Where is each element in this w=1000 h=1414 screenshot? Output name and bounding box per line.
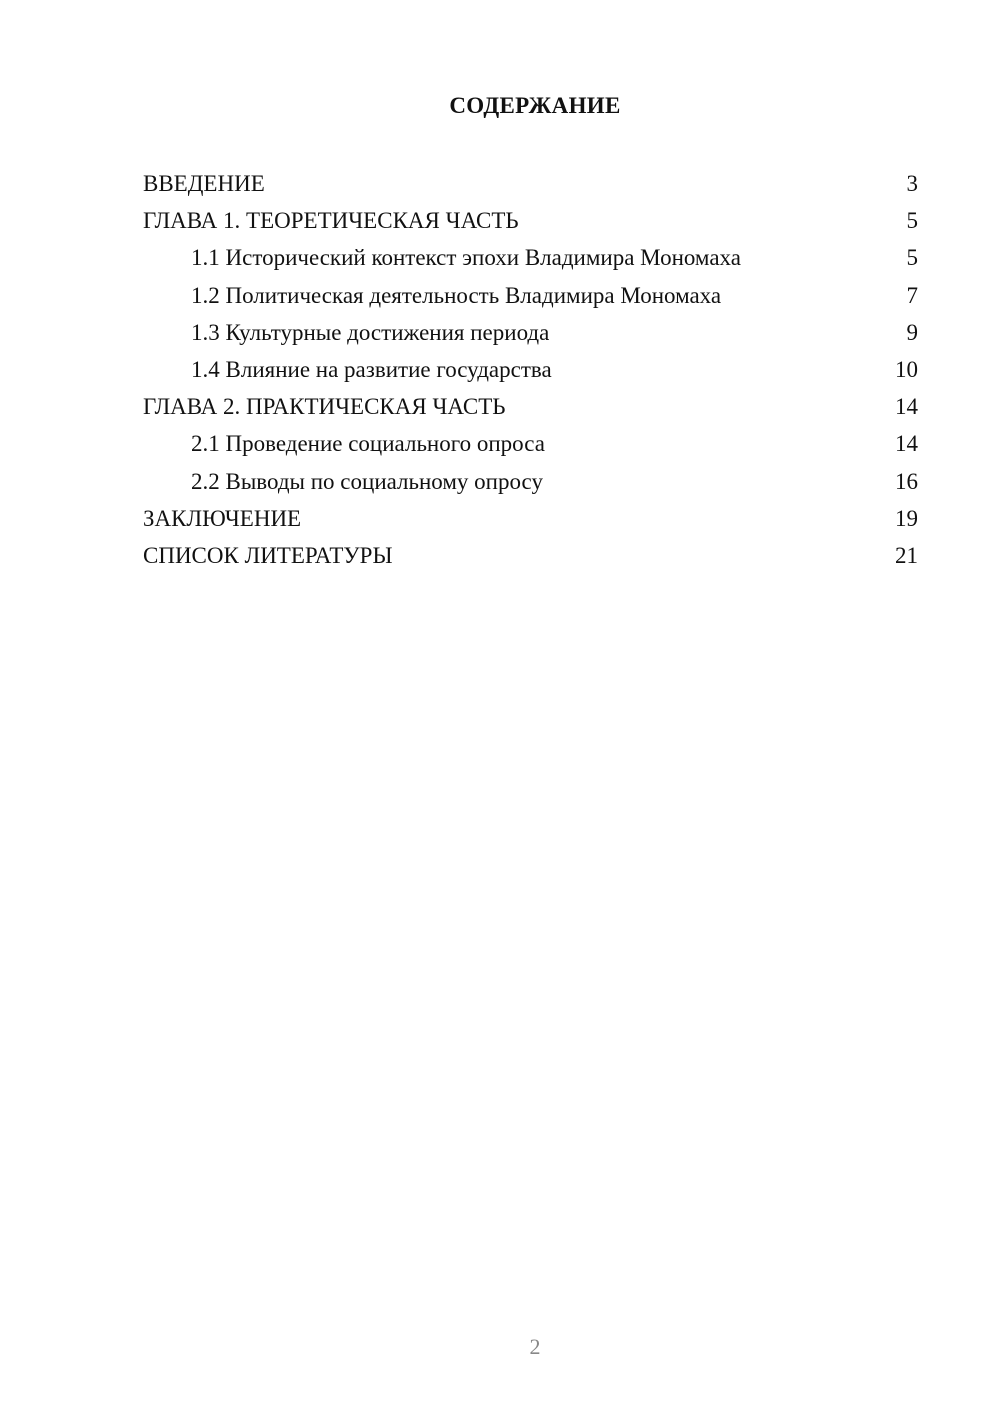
toc-entry-label: 1.2 Политическая деятельность Владимира Мономаха: [191, 282, 722, 308]
toc-entry-label: ВВЕДЕНИЕ: [143, 171, 265, 196]
toc-entry-label: СПИСОК ЛИТЕРАТУРЫ: [143, 542, 393, 568]
toc-entry-introduction[interactable]: [143, 168, 918, 205]
table-of-contents: [143, 168, 918, 577]
toc-entry-section-1-2[interactable]: [143, 280, 918, 317]
toc-entry-page: 14: [895, 431, 918, 457]
toc-entry-label: ГЛАВА 1. ТЕОРЕТИЧЕСКАЯ ЧАСТЬ: [143, 208, 519, 234]
toc-entry-label: 2.1 Проведение социального опроса: [191, 431, 545, 457]
toc-entry-page: 3: [906, 171, 918, 196]
toc-entry-section-1-4[interactable]: [143, 354, 918, 391]
toc-entry-label: 1.4 Влияние на развитие государства: [191, 356, 552, 382]
toc-entry-section-1-3[interactable]: [143, 317, 918, 354]
toc-entry-page: 16: [895, 468, 918, 494]
toc-entry-conclusion[interactable]: [143, 503, 918, 540]
toc-entry-section-2-1[interactable]: [143, 428, 918, 465]
toc-entry-label: ЗАКЛЮЧЕНИЕ: [143, 505, 302, 531]
toc-entry-chapter-1[interactable]: [143, 205, 918, 242]
toc-entry-section-1-1[interactable]: [143, 242, 918, 279]
toc-entry-page: 21: [895, 542, 918, 568]
toc-title: СОДЕРЖАНИЕ: [449, 93, 621, 118]
toc-entry-page: 5: [906, 245, 918, 271]
toc-entry-chapter-2[interactable]: [143, 391, 918, 428]
toc-entry-section-2-2[interactable]: [143, 466, 918, 503]
toc-entry-page: 7: [906, 282, 918, 308]
toc-entry-label: 1.3 Культурные достижения периода: [191, 319, 550, 345]
toc-entry-page: 9: [906, 319, 918, 345]
toc-entry-label: 1.1 Исторический контекст эпохи Владимира Мономаха: [191, 245, 741, 271]
toc-entry-page: 14: [895, 394, 918, 420]
toc-entry-page: 10: [895, 356, 918, 382]
toc-entry-bibliography[interactable]: [143, 540, 918, 577]
toc-entry-page: 19: [895, 505, 918, 531]
toc-entry-page: 5: [906, 208, 918, 234]
page-number: 2: [529, 1334, 541, 1359]
toc-entry-label: 2.2 Выводы по социальному опросу: [191, 468, 543, 494]
toc-entry-label: ГЛАВА 2. ПРАКТИЧЕСКАЯ ЧАСТЬ: [143, 394, 506, 420]
